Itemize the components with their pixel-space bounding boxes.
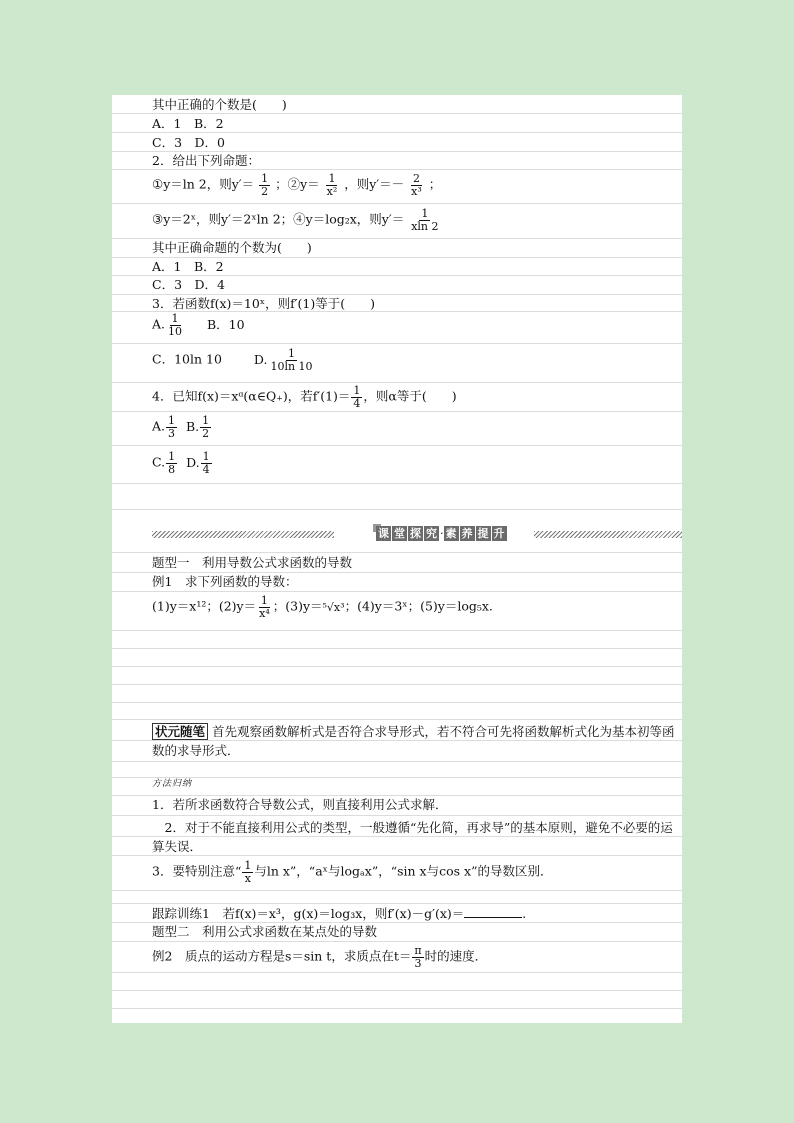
ruled-line	[112, 411, 682, 412]
ruled-line	[112, 903, 682, 904]
ruled-line	[112, 922, 682, 923]
ruled-line	[112, 648, 682, 649]
fraction: $\frac{1}{8}$	[168, 450, 176, 476]
type-heading-2: 题型二 利用公式求函数在某点处的导数	[152, 924, 378, 939]
option-line: C．3 D．4	[152, 277, 225, 292]
fraction: $\frac{1}{2}$	[261, 172, 269, 198]
fraction: $\frac{1}{xln 2}$	[411, 207, 439, 233]
method-item: 1．若所求函数符合导数公式，则直接利用公式求解．	[152, 797, 448, 812]
question-4: 4．已知f(x)＝xᵅ(α∈Q₊)，若f′(1)＝ $\frac{1}{4}$ ，则α等于( )	[152, 384, 457, 410]
fraction: $\frac{1}{\text{x⁴}}$	[259, 594, 270, 620]
ruled-line	[112, 684, 682, 685]
ruled-line	[112, 343, 682, 344]
example-1: 例1 求下列函数的导数：	[152, 574, 298, 589]
method-title: 方法归纳	[152, 779, 193, 789]
example-1-items: (1)y＝x¹²；(2)y＝ $\frac{1}{\text{x⁴}}$ ；(3)y＝⁵√x³；(4)y＝3ˣ；(5)y＝log₅x.	[152, 594, 493, 620]
option-line: A．1 B．2	[152, 116, 224, 131]
option-line: A. $\frac{1}{3}$ B. $\frac{1}{2}$	[152, 414, 210, 440]
text-line: 其中正确的个数是( )	[152, 97, 287, 112]
ruled-line	[112, 275, 682, 276]
fraction: $\frac{1}{2}$	[202, 414, 210, 440]
ruled-line	[112, 719, 682, 720]
worksheet-page	[112, 95, 682, 1023]
radical-icon: ⁵√x³	[322, 600, 345, 614]
ruled-line	[112, 238, 682, 239]
proposition-line: ①y＝ln 2，则y′＝ $\frac{1}{2}$ ；②y＝ $\frac{1}{\text{x²}}$ ，则y′＝－ $\frac{2}{\text{x³}}$ ；	[152, 172, 442, 198]
type-heading-1: 题型一 利用导数公式求函数的导数	[152, 555, 353, 570]
ruled-line	[112, 941, 682, 942]
ruled-line	[112, 483, 682, 484]
ruled-line	[112, 890, 682, 891]
ruled-line	[112, 702, 682, 703]
ruled-line	[112, 311, 682, 312]
ruled-line	[112, 591, 682, 592]
fraction: $\frac{1}{3}$	[168, 414, 176, 440]
ruled-line	[112, 795, 682, 796]
option-line: C. $\frac{1}{8}$ D. $\frac{1}{4}$	[152, 450, 210, 476]
fraction: $\frac{1}{\text{x²}}$	[326, 172, 338, 198]
example-2: 例2 质点的运动方程是s＝sin t，求质点在t＝ $\frac{\pi}{3}$ 时的速度．	[152, 944, 488, 970]
option-line: A. $\frac{1}{10}$ B．10	[152, 312, 245, 338]
tip-badge: 状元随笔	[152, 723, 208, 740]
fraction: $\frac{1}{4}$	[202, 450, 210, 476]
option-line: A．1 B．2	[152, 259, 224, 274]
fraction: $\frac{1}{10\ln 10}$	[270, 347, 313, 373]
fraction: $\frac{1}{10}$	[168, 312, 183, 338]
ruled-line	[112, 203, 682, 204]
ruled-line	[112, 509, 682, 510]
ruled-line	[112, 132, 682, 133]
follow-up-exercise: 跟踪训练1 若f(x)＝x³，g(x)＝log₃x，则f′(x)－g′(x)＝ .	[152, 906, 527, 921]
ruled-line	[112, 552, 682, 553]
method-item: 3．要特别注意“ $\frac{1}{x}$ 与ln x”，“aˣ与logₐx”，“sin x与cos x”的导数区别．	[152, 859, 553, 885]
ruled-line	[112, 382, 682, 383]
ruled-line	[112, 761, 682, 762]
ruled-line	[112, 151, 682, 152]
ruled-line	[112, 972, 682, 973]
ruled-line	[112, 113, 682, 114]
ruled-line	[112, 666, 682, 667]
proposition-line: ③y＝2ˣ，则y′＝2ˣln 2；④y＝log₂x，则y′＝ $\frac{1}{xln 2}$	[152, 207, 439, 233]
ruled-line	[112, 630, 682, 631]
ruled-line	[112, 815, 682, 816]
tip-paragraph: 状元随笔 首先观察函数解析式是否符合求导形式，若不符合可先将函数解析式化为基本初等函数的求导形式．	[152, 724, 675, 758]
text-line: 其中正确命题的个数为( )	[152, 240, 312, 255]
ruled-line	[112, 777, 682, 778]
banner-hatch	[152, 531, 334, 538]
banner-title: 课 堂 探 究 · 素 养 提 升	[378, 527, 505, 540]
section-banner	[152, 526, 664, 542]
question-3: 3．若函数f(x)＝10ˣ，则f′(1)等于( )	[152, 296, 376, 311]
banner-hatch	[534, 531, 682, 538]
ruled-line	[112, 1008, 682, 1009]
answer-blank	[464, 917, 522, 918]
fraction: $\frac{\pi}{3}$	[414, 944, 422, 970]
fraction: $\frac{1}{4}$	[353, 384, 361, 410]
ruled-line	[112, 572, 682, 573]
option-line: C．10ln 10 D. $\frac{1}{10\ln 10}$	[152, 347, 313, 373]
ruled-line	[112, 990, 682, 991]
fraction: $\frac{1}{x}$	[244, 859, 252, 885]
ruled-line	[112, 294, 682, 295]
ruled-line	[112, 445, 682, 446]
question-2: 2．给出下列命题：	[152, 153, 260, 168]
option-line: C．3 D．0	[152, 135, 225, 150]
ruled-line	[112, 257, 682, 258]
fraction: $\frac{2}{\text{x³}}$	[411, 172, 422, 198]
ruled-line	[112, 169, 682, 170]
method-item: 2．对于不能直接利用公式的类型，一般遵循“先化简，再求导”的基本原则，避免不必要的运算失误．	[152, 820, 673, 854]
